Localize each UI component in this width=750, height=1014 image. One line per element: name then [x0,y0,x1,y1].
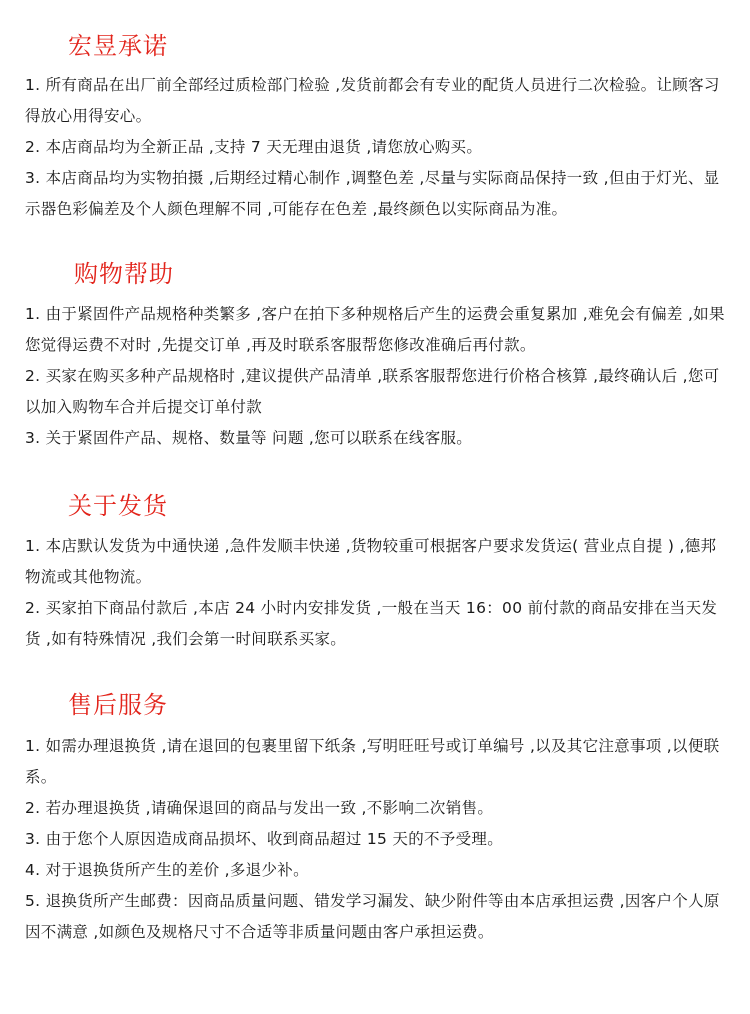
after-sales-item-3: 3. 由于您个人原因造成商品损坏、收到商品超过 15 天的不予受理。 [25,830,503,848]
shopping-help-item-2: 2. 买家在购买多种产品规格时 ,建议提供产品清单 ,联系客服帮您进行价格合核算 ,最终确认后 ,您可以加入购物车合并后提交订单付款 [25,367,720,416]
shopping-help-list [25,299,725,454]
section-title-shopping-help: 购物帮助 [74,260,174,288]
promise-item-2: 2. 本店商品均为全新正品 ,支持 7 天无理由退货 ,请您放心购买。 [25,138,483,156]
after-sales-item-2: 2. 若办理退换货 ,请确保退回的商品与发出一致 ,不影响二次销售。 [25,799,494,817]
section-title-promise: 宏昱承诺 [68,32,168,60]
promise-list [25,70,725,225]
after-sales-list [25,731,725,948]
after-sales-item-1: 1. 如需办理退换货 ,请在退回的包裹里留下纸条 ,写明旺旺号或订单编号 ,以及其它注意事项 ,以便联系。 [25,737,720,786]
shipping-list [25,531,725,655]
shopping-help-item-1: 1. 由于紧固件产品规格种类繁多 ,客户在拍下多种规格后产生的运费会重复累加 ,难免会有偏差 ,如果您觉得运费不对时 ,先提交订单 ,再及时联系客服帮您修改准确后再付款。 [25,305,725,354]
shipping-item-1: 1. 本店默认发货为中通快递 ,急件发顺丰快递 ,货物较重可根据客户要求发货运( 营业点自提 ) ,德邦物流或其他物流。 [25,537,717,586]
promise-item-3: 3. 本店商品均为实物拍摄 ,后期经过精心制作 ,调整色差 ,尽量与实际商品保持一致 ,但由于灯光、显示器色彩偏差及个人颜色理解不同 ,可能存在色差 ,最终颜色以实际商品为准。 [25,169,720,218]
promise-item-1: 1. 所有商品在出厂前全部经过质检部门检验 ,发货前都会有专业的配货人员进行二次检验。让顾客习得放心用得安心。 [25,76,720,125]
after-sales-item-5: 5. 退换货所产生邮费：因商品质量问题、错发学习漏发、缺少附件等由本店承担运费 ,因客户个人原因不满意 ,如颜色及规格尺寸不合适等非质量问题由客户承担运费。 [25,892,720,941]
shipping-item-2: 2. 买家拍下商品付款后 ,本店 24 小时内安排发货 ,一般在当天 16：00 前付款的商品安排在当天发货 ,如有特殊情况 ,我们会第一时间联系买家。 [25,599,718,648]
after-sales-item-4: 4. 对于退换货所产生的差价 ,多退少补。 [25,861,309,879]
shopping-help-item-3: 3. 关于紧固件产品、规格、数量等 问题 ,您可以联系在线客服。 [25,429,473,447]
section-title-shipping: 关于发货 [68,492,168,520]
section-title-after-sales: 售后服务 [68,691,168,719]
